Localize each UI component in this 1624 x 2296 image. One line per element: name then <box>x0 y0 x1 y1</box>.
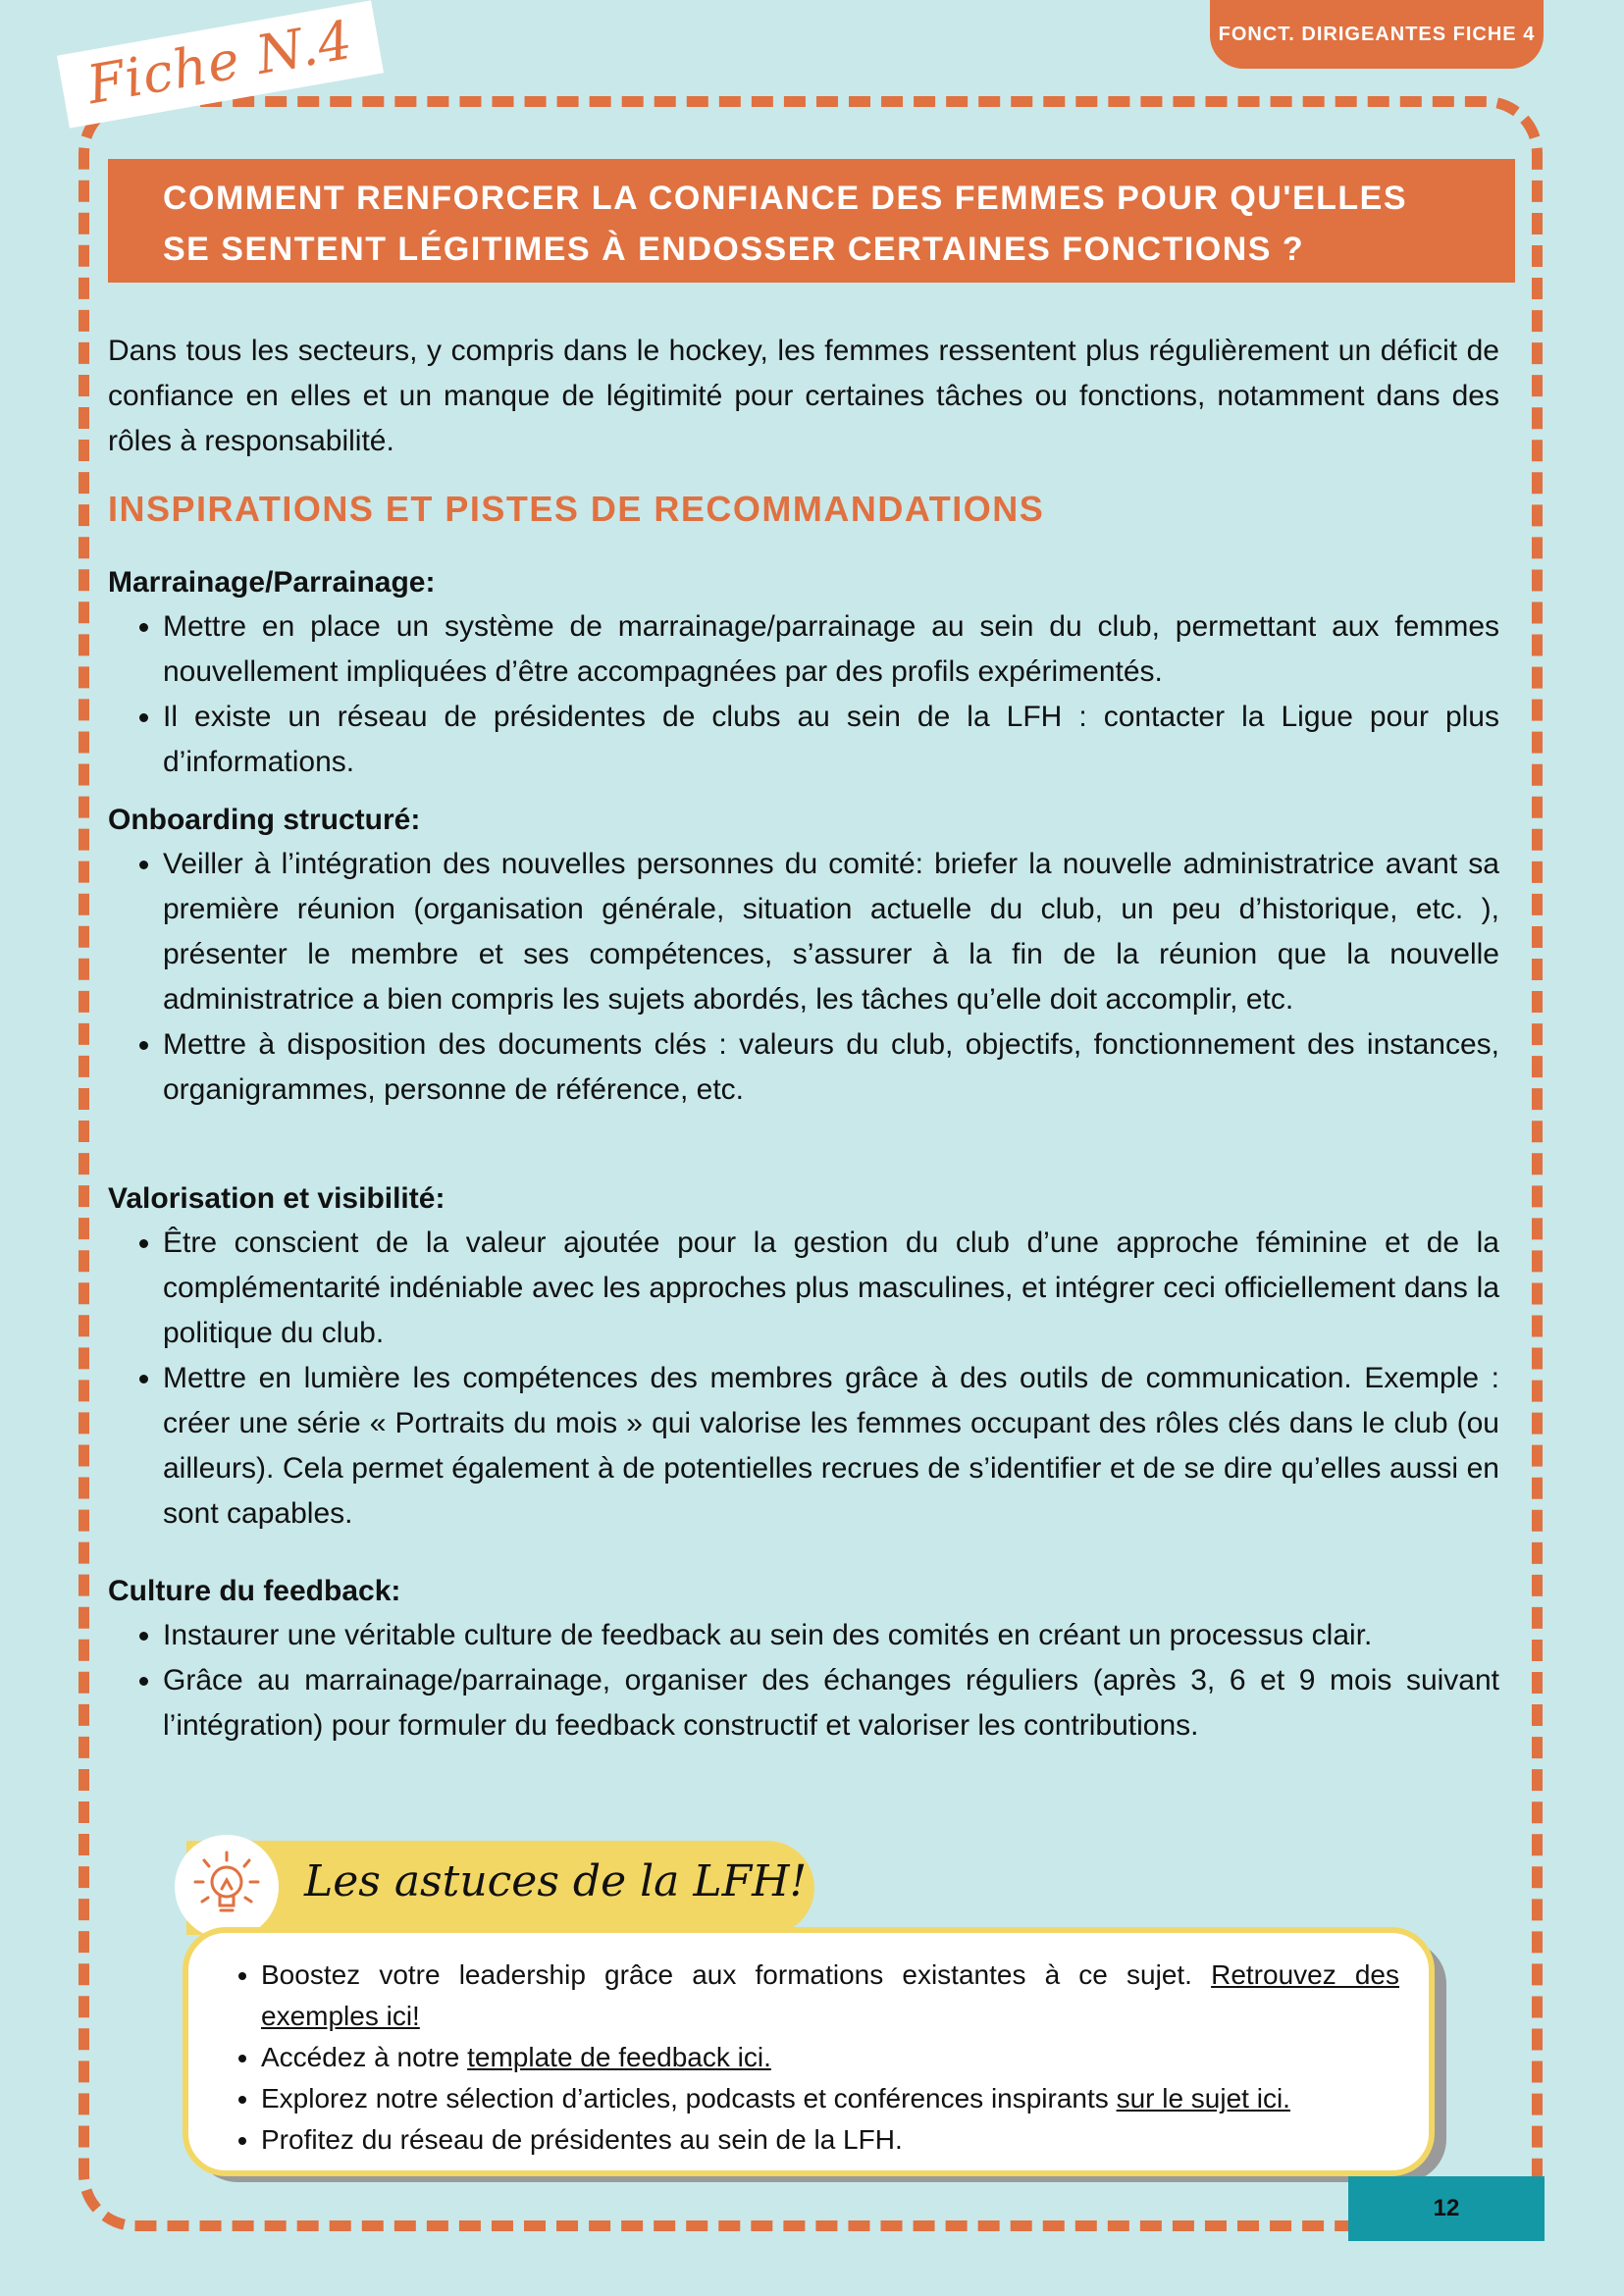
list-item: • Il existe un réseau de présidentes de clubs au sein de la LFH : contacter la Ligue pour plus d’informations. <box>163 695 1499 785</box>
bullet-list <box>108 1221 1499 1537</box>
title-line-1: COMMENT RENFORCER LA CONFIANCE DES FEMMES POUR QU'ELLES <box>163 180 1408 217</box>
tips-list <box>208 1955 1399 2161</box>
list-item: • Mettre en place un système de marrainage/parrainage au sein du club, permettant aux femmes nouvellement impliquées d’être accompagnées par des profils expérimentés. <box>163 604 1499 695</box>
tip-link[interactable]: Retrouvez des exemples ici! <box>261 1959 1399 2031</box>
list-item: • Mettre en lumière les compétences des membres grâce à des outils de communication. Exemple : créer une série « Portraits du mois » qui valorise les femmes occupant des rôles clés dans le club (ou ailleurs). Cela permet également à de potentielles recrues de s’identifier et de se dire qu’elles aussi en sont capables. <box>163 1356 1499 1537</box>
group-feedback <box>108 1570 1499 1748</box>
title-banner <box>108 159 1515 283</box>
tip-link[interactable]: template de feedback ici. <box>467 2042 771 2072</box>
tips-box <box>183 1927 1435 2176</box>
group-marrainage <box>108 561 1499 785</box>
tip-text: Explorez notre sélection d’articles, podcasts et conférences inspirants <box>261 2083 1117 2113</box>
list-item: • Veiller à l’intégration des nouvelles personnes du comité: briefer la nouvelle administratrice avant sa première réunion (organisation générale, situation actuelle du club, un peu d’historique, etc. ), présenter le membre et ses compétences, s’assurer à la fin de la réunion que la nouvelle administratrice a bien compris les sujets abordés, les tâches qu’elle doit accomplir, etc. <box>163 842 1499 1022</box>
fiche-label: Fiche N.4 <box>57 0 384 128</box>
section-heading: INSPIRATIONS ET PISTES DE RECOMMANDATIONS <box>108 489 1045 529</box>
tip-text: Profitez du réseau de présidentes au sein de la LFH. <box>261 2124 903 2155</box>
lightbulb-icon <box>175 1835 279 1939</box>
group-onboarding <box>108 799 1499 1113</box>
list-item: • Mettre à disposition des documents clés : valeurs du club, objectifs, fonctionnement des instances, organigrammes, personne de référence, etc. <box>163 1022 1499 1113</box>
intro-paragraph: Dans tous les secteurs, y compris dans le hockey, les femmes ressentent plus régulièrement un déficit de confiance en elles et un manque de légitimité pour certaines tâches ou fonctions, notamment dans des rôles à responsabilité. <box>108 335 1499 457</box>
group-valorisation <box>108 1177 1499 1537</box>
bullet-list <box>108 604 1499 785</box>
title-line-2: SE SENTENT LÉGITIMES À ENDOSSER CERTAINES FONCTIONS ? <box>163 231 1305 268</box>
tip-link[interactable]: sur le sujet ici. <box>1116 2083 1290 2113</box>
tip-item <box>261 2119 1399 2161</box>
tip-item <box>261 2037 1399 2078</box>
group-heading: Culture du feedback: <box>108 1575 401 1607</box>
bullet-list <box>108 1613 1499 1748</box>
group-heading: Valorisation et visibilité: <box>108 1182 445 1215</box>
tips-title: Les astuces de la LFH! <box>304 1856 808 1906</box>
tip-text: Boostez votre leadership grâce aux formations existantes à ce sujet. <box>261 1959 1212 1990</box>
tip-item <box>261 2078 1399 2119</box>
bullet-list <box>108 842 1499 1113</box>
tips-header <box>186 1841 814 1935</box>
tip-text: Accédez à notre <box>261 2042 468 2072</box>
list-item: • Être conscient de la valeur ajoutée pour la gestion du club d’une approche féminine et de la complémentarité indéniable avec les approches plus masculines, et intégrer ceci officiellement dans la politique du club. <box>163 1221 1499 1356</box>
group-heading: Marrainage/Parrainage: <box>108 566 436 599</box>
corner-section-label: FONCT. DIRIGEANTES FICHE 4 <box>1210 0 1544 69</box>
tip-item <box>261 1955 1399 2037</box>
group-heading: Onboarding structuré: <box>108 804 421 836</box>
page-number: 12 <box>1348 2176 1545 2241</box>
list-item: • Grâce au marrainage/parrainage, organiser des échanges réguliers (après 3, 6 et 9 mois suivant l’intégration) pour formuler du feedback constructif et valoriser les contributions. <box>163 1658 1499 1748</box>
list-item: • Instaurer une véritable culture de feedback au sein des comités en créant un processus clair. <box>163 1613 1499 1658</box>
